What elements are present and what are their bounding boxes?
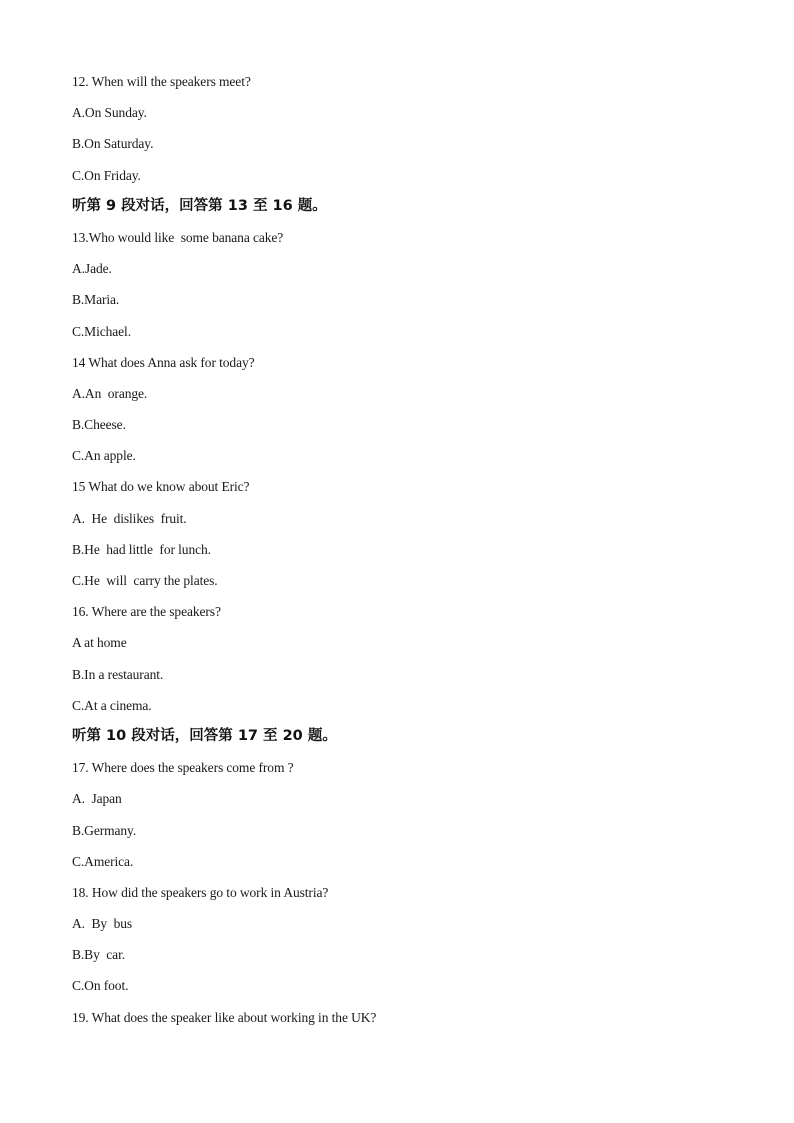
- question-17: 17. Where does the speakers come from ?: [72, 760, 294, 776]
- question-14: 14 What does Anna ask for today?: [72, 354, 255, 370]
- question-13: 13.Who would like some banana cake?: [72, 229, 284, 245]
- question-19: 19. What does the speaker like about working in the UK?: [72, 1009, 377, 1025]
- option-13-b: B.Maria.: [72, 292, 120, 308]
- option-17-c: C.America.: [72, 853, 134, 869]
- question-15: 15 What do we know about Eric?: [72, 479, 250, 495]
- option-17-a: A. Japan: [72, 791, 122, 807]
- option-14-b: B.Cheese.: [72, 417, 126, 433]
- question-12: 12. When will the speakers meet?: [72, 74, 251, 89]
- option-12-b: B.On Saturday.: [72, 136, 154, 152]
- option-14-c: C.An apple.: [72, 448, 136, 464]
- option-17-b: B.Germany.: [72, 822, 137, 838]
- option-16-b: B.In a restaurant.: [72, 666, 164, 682]
- option-12-a: A.On Sunday.: [72, 105, 147, 121]
- option-18-c: C.On foot.: [72, 978, 129, 994]
- question-18: 18. How did the speakers go to work in Austria?: [72, 884, 329, 900]
- option-12-c: C.On Friday.: [72, 167, 141, 183]
- option-18-a: A. By bus: [72, 916, 133, 932]
- option-13-a: A.Jade.: [72, 261, 112, 277]
- option-18-b: B.By car.: [72, 947, 125, 963]
- option-16-c: C.At a cinema.: [72, 697, 152, 713]
- option-14-a: A.An orange.: [72, 385, 148, 401]
- section-heading-dialogue-10: 听第 10 段对话，回答第 17 至 20 题。: [72, 727, 337, 744]
- option-15-b: B.He had little for lunch.: [72, 541, 211, 557]
- option-13-c: C.Michael.: [72, 323, 131, 339]
- question-16: 16. Where are the speakers?: [72, 604, 221, 620]
- document-page: [72, 66, 722, 1033]
- option-16-a: A at home: [72, 635, 127, 651]
- option-15-c: C.He will carry the plates.: [72, 573, 218, 588]
- option-15-a: A. He dislikes fruit.: [72, 510, 187, 526]
- section-heading-dialogue-9: 听第 9 段对话，回答第 13 至 16 题。: [72, 197, 327, 214]
